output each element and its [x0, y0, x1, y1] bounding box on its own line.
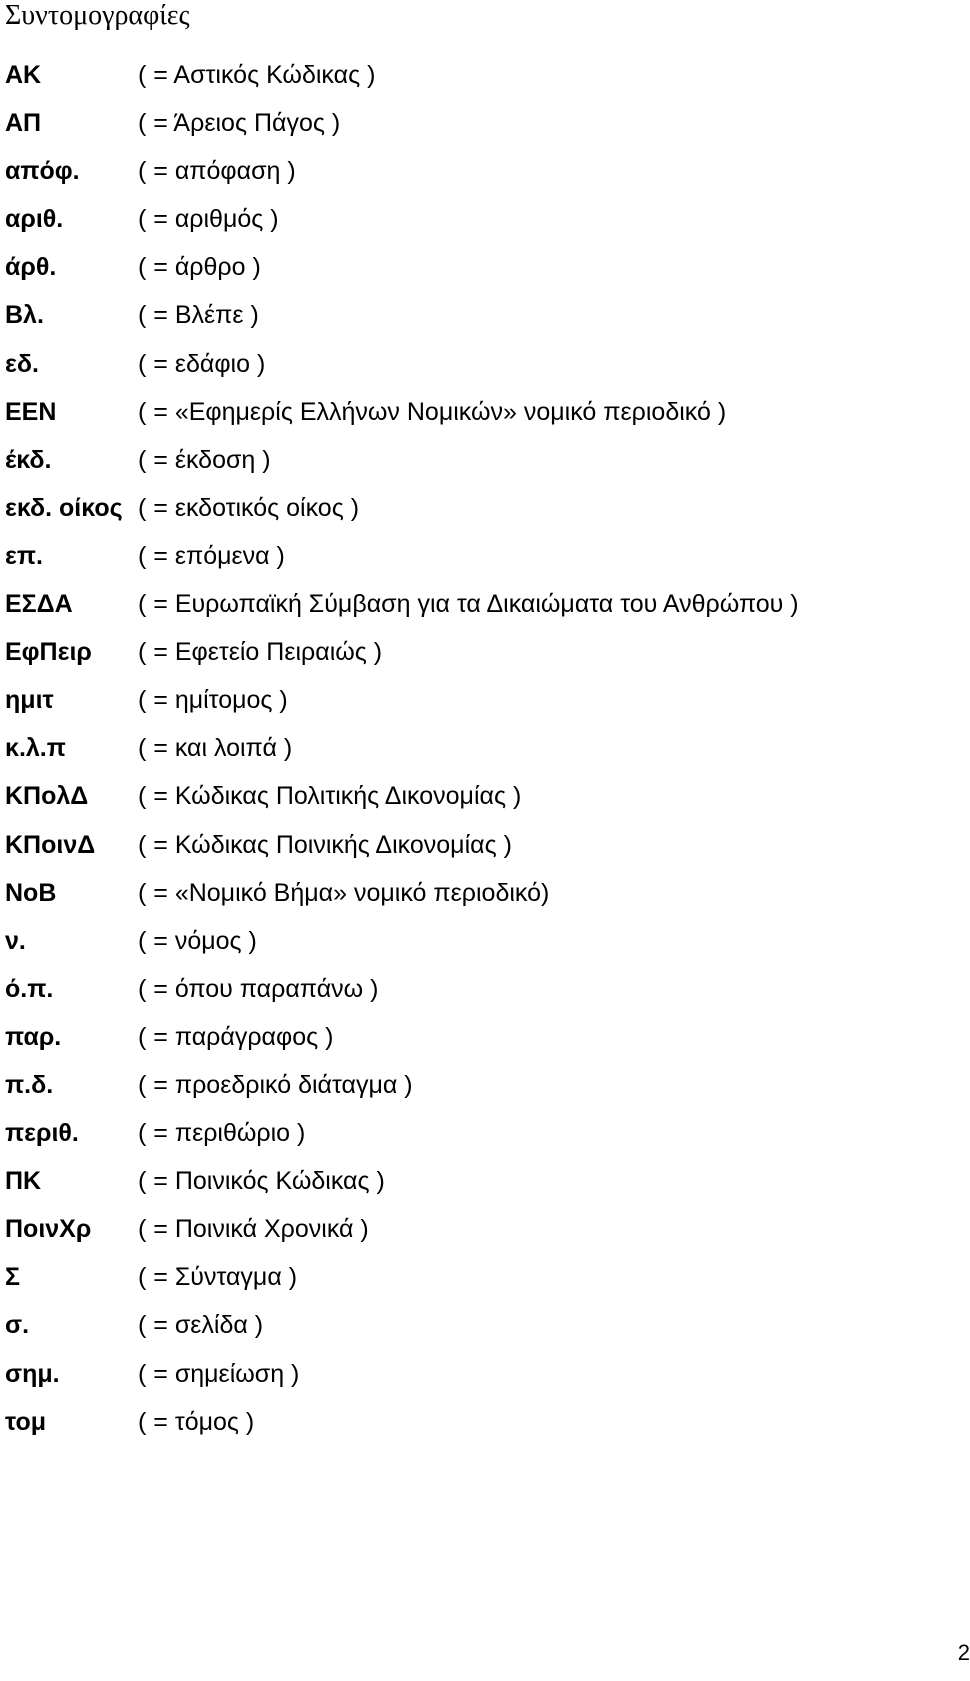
abbreviation-meaning: ( = νόμος ): [138, 926, 257, 955]
abbreviation-meaning: ( = εδάφιο ): [138, 349, 266, 378]
abbreviation-meaning: ( = έκδοση ): [138, 445, 271, 474]
abbreviation-row: [5, 637, 945, 685]
abbreviation-row: [5, 1359, 945, 1407]
abbreviation-term: ν.: [5, 926, 26, 955]
abbreviation-meaning: ( = σημείωση ): [138, 1359, 300, 1388]
abbreviation-row: [5, 1214, 945, 1262]
abbreviation-row: [5, 445, 945, 493]
abbreviation-row: [5, 1407, 945, 1455]
abbreviation-meaning: ( = άρθρο ): [138, 253, 261, 282]
abbreviation-term: έκδ.: [5, 445, 52, 474]
abbreviation-row: [5, 397, 945, 445]
abbreviation-term: ΠΚ: [5, 1167, 42, 1196]
abbreviation-row: [5, 926, 945, 974]
abbreviation-meaning: ( = «Εφημερίς Ελλήνων Νομικών» νομικό περιοδικό ): [138, 397, 727, 426]
abbreviation-term: ΚΠοινΔ: [5, 830, 96, 859]
abbreviation-term: π.δ.: [5, 1070, 54, 1099]
abbreviation-term: τομ: [5, 1407, 47, 1436]
abbreviation-term: Βλ.: [5, 301, 44, 330]
abbreviation-meaning: ( = «Νομικό Βήμα» νομικό περιοδικό): [138, 878, 550, 907]
abbreviation-meaning: ( = όπου παραπάνω ): [138, 974, 379, 1003]
abbreviation-meaning: ( = αριθμός ): [138, 205, 279, 234]
abbreviation-meaning: ( = Βλέπε ): [138, 301, 259, 330]
abbreviation-row: [5, 589, 945, 637]
abbreviation-meaning: ( = απόφαση ): [138, 157, 296, 186]
abbreviation-row: [5, 1022, 945, 1070]
abbreviation-row: [5, 60, 945, 108]
abbreviation-row: [5, 1070, 945, 1118]
abbreviation-row: [5, 493, 945, 541]
abbreviation-row: [5, 1118, 945, 1166]
page-title: Συντομογραφίες: [5, 0, 190, 31]
abbreviation-meaning: ( = παράγραφος ): [138, 1022, 334, 1051]
abbreviation-term: περιθ.: [5, 1119, 79, 1148]
abbreviation-term: εδ.: [5, 349, 39, 378]
abbreviation-term: εκδ. οίκος: [5, 493, 123, 522]
abbreviation-term: αριθ.: [5, 205, 64, 234]
abbreviation-meaning: ( = Ευρωπαϊκή Σύμβαση για τα Δικαιώματα του Ανθρώπου ): [138, 590, 799, 619]
abbreviation-row: [5, 733, 945, 781]
abbreviation-meaning: ( = Αστικός Κώδικας ): [138, 61, 376, 89]
abbreviation-term: Σ: [5, 1263, 21, 1292]
abbreviation-term: άρθ.: [5, 253, 57, 282]
abbreviation-row: [5, 204, 945, 252]
abbreviation-term: ΑΚ: [5, 61, 42, 89]
abbreviation-meaning: ( = Ποινικά Χρονικά ): [138, 1215, 369, 1244]
abbreviation-meaning: ( = ημίτομος ): [138, 686, 288, 715]
abbreviation-row: [5, 1166, 945, 1214]
abbreviation-row: [5, 300, 945, 348]
abbreviation-row: [5, 974, 945, 1022]
abbreviation-meaning: ( = Σύνταγμα ): [138, 1263, 298, 1292]
abbreviation-row: [5, 541, 945, 589]
abbreviation-meaning: ( = και λοιπά ): [138, 734, 293, 763]
abbreviation-term: σημ.: [5, 1359, 60, 1388]
abbreviation-meaning: ( = περιθώριο ): [138, 1119, 306, 1148]
abbreviation-term: ΚΠολΔ: [5, 782, 89, 811]
abbreviation-meaning: ( = Ποινικός Κώδικας ): [138, 1167, 385, 1196]
abbreviation-row: [5, 108, 945, 156]
abbreviation-term: κ.λ.π: [5, 734, 66, 763]
abbreviation-row: [5, 878, 945, 926]
abbreviation-meaning: ( = τόμος ): [138, 1407, 255, 1436]
abbreviation-meaning: ( = εκδοτικός οίκος ): [138, 493, 360, 522]
abbreviation-meaning: ( = σελίδα ): [138, 1311, 264, 1340]
abbreviation-row: [5, 156, 945, 204]
abbreviation-meaning: ( = Κώδικας Πολιτικής Δικονομίας ): [138, 782, 522, 811]
abbreviation-meaning: ( = επόμενα ): [138, 541, 285, 570]
abbreviations-list: [5, 60, 945, 1455]
abbreviation-term: ΕφΠειρ: [5, 638, 92, 667]
abbreviation-meaning: ( = Κώδικας Ποινικής Δικονομίας ): [138, 830, 512, 859]
abbreviation-term: ΠοινΧρ: [5, 1215, 92, 1244]
abbreviation-row: [5, 685, 945, 733]
abbreviation-term: ΑΠ: [5, 109, 42, 138]
abbreviation-meaning: ( = προεδρικό διάταγμα ): [138, 1070, 413, 1099]
abbreviation-term: ΕΣΔΑ: [5, 590, 73, 619]
abbreviation-meaning: ( = Άρειος Πάγος ): [138, 109, 341, 138]
abbreviation-term: απόφ.: [5, 157, 80, 186]
abbreviation-meaning: ( = Εφετείο Πειραιώς ): [138, 638, 383, 667]
abbreviation-term: παρ.: [5, 1022, 62, 1051]
abbreviation-row: [5, 252, 945, 300]
abbreviation-term: επ.: [5, 541, 43, 570]
abbreviation-term: ΝοΒ: [5, 878, 57, 907]
abbreviation-row: [5, 781, 945, 829]
page-number: 2: [957, 1640, 970, 1665]
abbreviation-term: σ.: [5, 1311, 30, 1340]
abbreviation-row: [5, 830, 945, 878]
abbreviation-row: [5, 349, 945, 397]
abbreviation-term: ημιτ: [5, 686, 54, 715]
abbreviation-row: [5, 1262, 945, 1310]
abbreviation-term: ΕΕΝ: [5, 397, 57, 426]
abbreviation-term: ό.π.: [5, 974, 54, 1003]
abbreviation-row: [5, 1310, 945, 1358]
